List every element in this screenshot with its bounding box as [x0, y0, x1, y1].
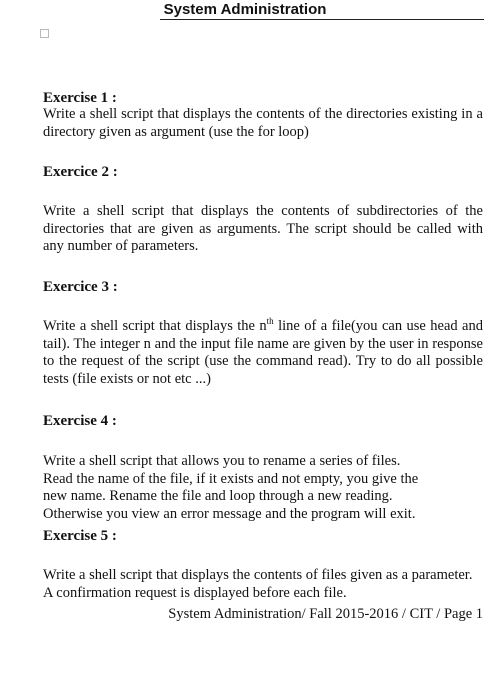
- checkbox-icon[interactable]: [40, 29, 49, 38]
- exercise-4-heading: Exercise 4 :: [43, 413, 117, 429]
- exercise-3-heading: Exercice 3 :: [43, 279, 118, 295]
- exercise-4-text: [43, 453, 483, 523]
- exercise-1-heading: Exercise 1 :: [43, 90, 117, 106]
- exercise-1-text: Write a shell script that displays the contents of the directories existing in a directory given as argument (use the for loop): [43, 106, 483, 140]
- page-header: [0, 0, 490, 22]
- header-title: System Administration: [163, 1, 327, 18]
- exercise-2-text: Write a shell script that displays the contents of subdirectories of the directories that are given as arguments. The script should be called with any number of parameters.: [43, 203, 483, 255]
- exercise-2-heading: Exercice 2 :: [43, 164, 118, 180]
- exercise-3-text: [43, 318, 483, 388]
- page-footer: System Administration/ Fall 2015-2016 / CIT / Page 1: [168, 606, 483, 622]
- exercise-4-line: Write a shell script that allows you to rename a series of files.: [43, 453, 401, 469]
- exercise-5-text: Write a shell script that displays the contents of files given as a parameter. A confirmation request is displayed before each file.: [43, 567, 473, 601]
- header-rule: [160, 19, 484, 20]
- exercise-3-text-start: Write a shell script that displays the n: [43, 318, 267, 334]
- exercise-4-line: new name. Rename the file and loop through a new reading.: [43, 488, 393, 505]
- exercise-4-line: Read the name of the file, if it exists and not empty, you give the: [43, 470, 419, 487]
- exercise-3-text-end: line of a file(you can use head and tail). The integer n and the input file name are given by the user in response to the request of the script (use the command read). Try to do all possible tests (file exists or not etc ...): [43, 318, 483, 387]
- exercise-5-heading: Exercise 5 :: [43, 528, 117, 544]
- exercise-4-line: Otherwise you view an error message and the program will exit.: [43, 505, 416, 522]
- ordinal-superscript: th: [266, 316, 274, 327]
